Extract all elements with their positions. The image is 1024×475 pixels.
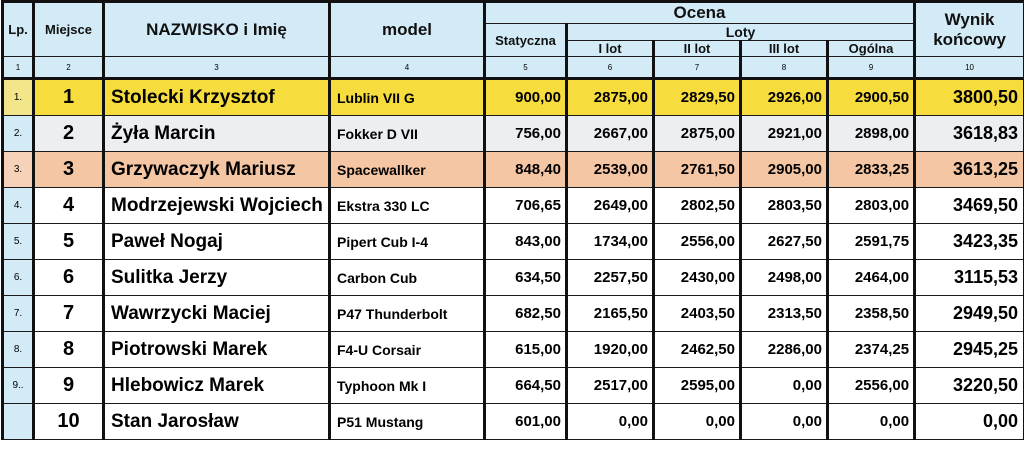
col-index: 6 [567, 57, 654, 79]
row-model: Carbon Cub [330, 260, 485, 296]
row-static-score: 664,50 [485, 368, 567, 404]
row-model: F4-U Corsair [330, 332, 485, 368]
row-flight-3: 2926,00 [741, 79, 828, 116]
table-row [3, 332, 1024, 368]
row-flight-1: 2539,00 [567, 152, 654, 188]
row-lp: 3. [3, 152, 34, 188]
row-final-score: 2949,50 [915, 296, 1024, 332]
row-final-score: 3800,50 [915, 79, 1024, 116]
col-index: 1 [3, 57, 34, 79]
row-static-score: 601,00 [485, 404, 567, 440]
table-row [3, 368, 1024, 404]
row-flight-3: 2313,50 [741, 296, 828, 332]
row-lp: 6. [3, 260, 34, 296]
row-final-score: 3469,50 [915, 188, 1024, 224]
row-lp: 9.. [3, 368, 34, 404]
row-flight-1: 2649,00 [567, 188, 654, 224]
row-place: 2 [34, 116, 104, 152]
row-flight-3: 2627,50 [741, 224, 828, 260]
header-static: Statyczna [485, 24, 567, 57]
row-overall: 2464,00 [828, 260, 915, 296]
header-lp: Lp. [3, 2, 34, 57]
table-row [3, 296, 1024, 332]
header-final-score [915, 2, 1024, 57]
row-flight-3: 2921,00 [741, 116, 828, 152]
row-static-score: 848,40 [485, 152, 567, 188]
col-index: 10 [915, 57, 1024, 79]
header-name: NAZWISKO i Imię [104, 2, 330, 57]
col-index: 4 [330, 57, 485, 79]
row-lp: 7. [3, 296, 34, 332]
row-place: 3 [34, 152, 104, 188]
header-flight-2: II lot [654, 41, 741, 57]
row-flight-3: 2905,00 [741, 152, 828, 188]
row-static-score: 682,50 [485, 296, 567, 332]
row-flight-2: 2556,00 [654, 224, 741, 260]
row-name: Modrzejewski Wojciech [104, 188, 330, 224]
table-row [3, 404, 1024, 440]
row-model: Spacewallker [330, 152, 485, 188]
row-flight-2: 2829,50 [654, 79, 741, 116]
row-static-score: 756,00 [485, 116, 567, 152]
row-overall: 2358,50 [828, 296, 915, 332]
row-flight-1: 0,00 [567, 404, 654, 440]
header-ocena: Ocena [485, 2, 915, 24]
row-name: Wawrzycki Maciej [104, 296, 330, 332]
table-row [3, 260, 1024, 296]
row-lp: 1. [3, 79, 34, 116]
col-index: 8 [741, 57, 828, 79]
row-flight-2: 2430,00 [654, 260, 741, 296]
row-place: 7 [34, 296, 104, 332]
row-place: 10 [34, 404, 104, 440]
row-name: Żyła Marcin [104, 116, 330, 152]
row-name: Hlebowicz Marek [104, 368, 330, 404]
col-index: 2 [34, 57, 104, 79]
row-flight-1: 2667,00 [567, 116, 654, 152]
row-final-score: 3220,50 [915, 368, 1024, 404]
row-lp [3, 404, 34, 440]
row-name: Piotrowski Marek [104, 332, 330, 368]
row-name: Sulitka Jerzy [104, 260, 330, 296]
row-static-score: 615,00 [485, 332, 567, 368]
row-final-score: 3618,83 [915, 116, 1024, 152]
row-overall: 0,00 [828, 404, 915, 440]
row-static-score: 900,00 [485, 79, 567, 116]
row-lp: 8. [3, 332, 34, 368]
row-final-score: 3115,53 [915, 260, 1024, 296]
row-flight-1: 2257,50 [567, 260, 654, 296]
col-index: 9 [828, 57, 915, 79]
row-flight-3: 2803,50 [741, 188, 828, 224]
row-static-score: 634,50 [485, 260, 567, 296]
table-row [3, 188, 1024, 224]
row-place: 6 [34, 260, 104, 296]
row-flight-1: 1920,00 [567, 332, 654, 368]
table-row [3, 224, 1024, 260]
row-flight-1: 1734,00 [567, 224, 654, 260]
row-model: Pipert Cub I-4 [330, 224, 485, 260]
row-flight-2: 2595,00 [654, 368, 741, 404]
table-row [3, 116, 1024, 152]
row-overall: 2556,00 [828, 368, 915, 404]
row-place: 5 [34, 224, 104, 260]
table-row [3, 79, 1024, 116]
row-overall: 2833,25 [828, 152, 915, 188]
row-static-score: 706,65 [485, 188, 567, 224]
header-overall: Ogólna [828, 41, 915, 57]
header-final-line2: końcowy [933, 29, 1006, 49]
col-index: 7 [654, 57, 741, 79]
row-flight-3: 0,00 [741, 368, 828, 404]
row-flight-3: 2498,00 [741, 260, 828, 296]
header-flights: Loty [567, 24, 915, 41]
row-overall: 2591,75 [828, 224, 915, 260]
header-final-line1: Wynik [944, 9, 995, 29]
row-flight-2: 2761,50 [654, 152, 741, 188]
row-overall: 2898,00 [828, 116, 915, 152]
row-final-score: 0,00 [915, 404, 1024, 440]
row-place: 8 [34, 332, 104, 368]
row-flight-3: 2286,00 [741, 332, 828, 368]
row-name: Stan Jarosław [104, 404, 330, 440]
row-flight-2: 2875,00 [654, 116, 741, 152]
results-body [3, 79, 1024, 440]
row-final-score: 3613,25 [915, 152, 1024, 188]
row-model: P51 Mustang [330, 404, 485, 440]
row-model: Lublin VII G [330, 79, 485, 116]
row-lp: 4. [3, 188, 34, 224]
row-overall: 2803,00 [828, 188, 915, 224]
row-lp: 5. [3, 224, 34, 260]
row-name: Grzywaczyk Mariusz [104, 152, 330, 188]
row-name: Stolecki Krzysztof [104, 79, 330, 116]
row-flight-1: 2875,00 [567, 79, 654, 116]
row-flight-1: 2165,50 [567, 296, 654, 332]
row-place: 1 [34, 79, 104, 116]
row-lp: 2. [3, 116, 34, 152]
row-model: P47 Thunderbolt [330, 296, 485, 332]
row-flight-2: 0,00 [654, 404, 741, 440]
row-flight-3: 0,00 [741, 404, 828, 440]
results-table [1, 0, 1024, 440]
row-flight-2: 2403,50 [654, 296, 741, 332]
row-model: Fokker D VII [330, 116, 485, 152]
header-place: Miejsce [34, 2, 104, 57]
row-static-score: 843,00 [485, 224, 567, 260]
row-model: Ekstra 330 LC [330, 188, 485, 224]
row-overall: 2374,25 [828, 332, 915, 368]
row-overall: 2900,50 [828, 79, 915, 116]
row-place: 4 [34, 188, 104, 224]
row-model: Typhoon Mk I [330, 368, 485, 404]
row-final-score: 3423,35 [915, 224, 1024, 260]
header-flight-1: I lot [567, 41, 654, 57]
row-flight-1: 2517,00 [567, 368, 654, 404]
col-index: 5 [485, 57, 567, 79]
row-place: 9 [34, 368, 104, 404]
header-model: model [330, 2, 485, 57]
row-name: Paweł Nogaj [104, 224, 330, 260]
table-row [3, 152, 1024, 188]
header-flight-3: III lot [741, 41, 828, 57]
col-index: 3 [104, 57, 330, 79]
row-final-score: 2945,25 [915, 332, 1024, 368]
row-flight-2: 2802,50 [654, 188, 741, 224]
row-flight-2: 2462,50 [654, 332, 741, 368]
